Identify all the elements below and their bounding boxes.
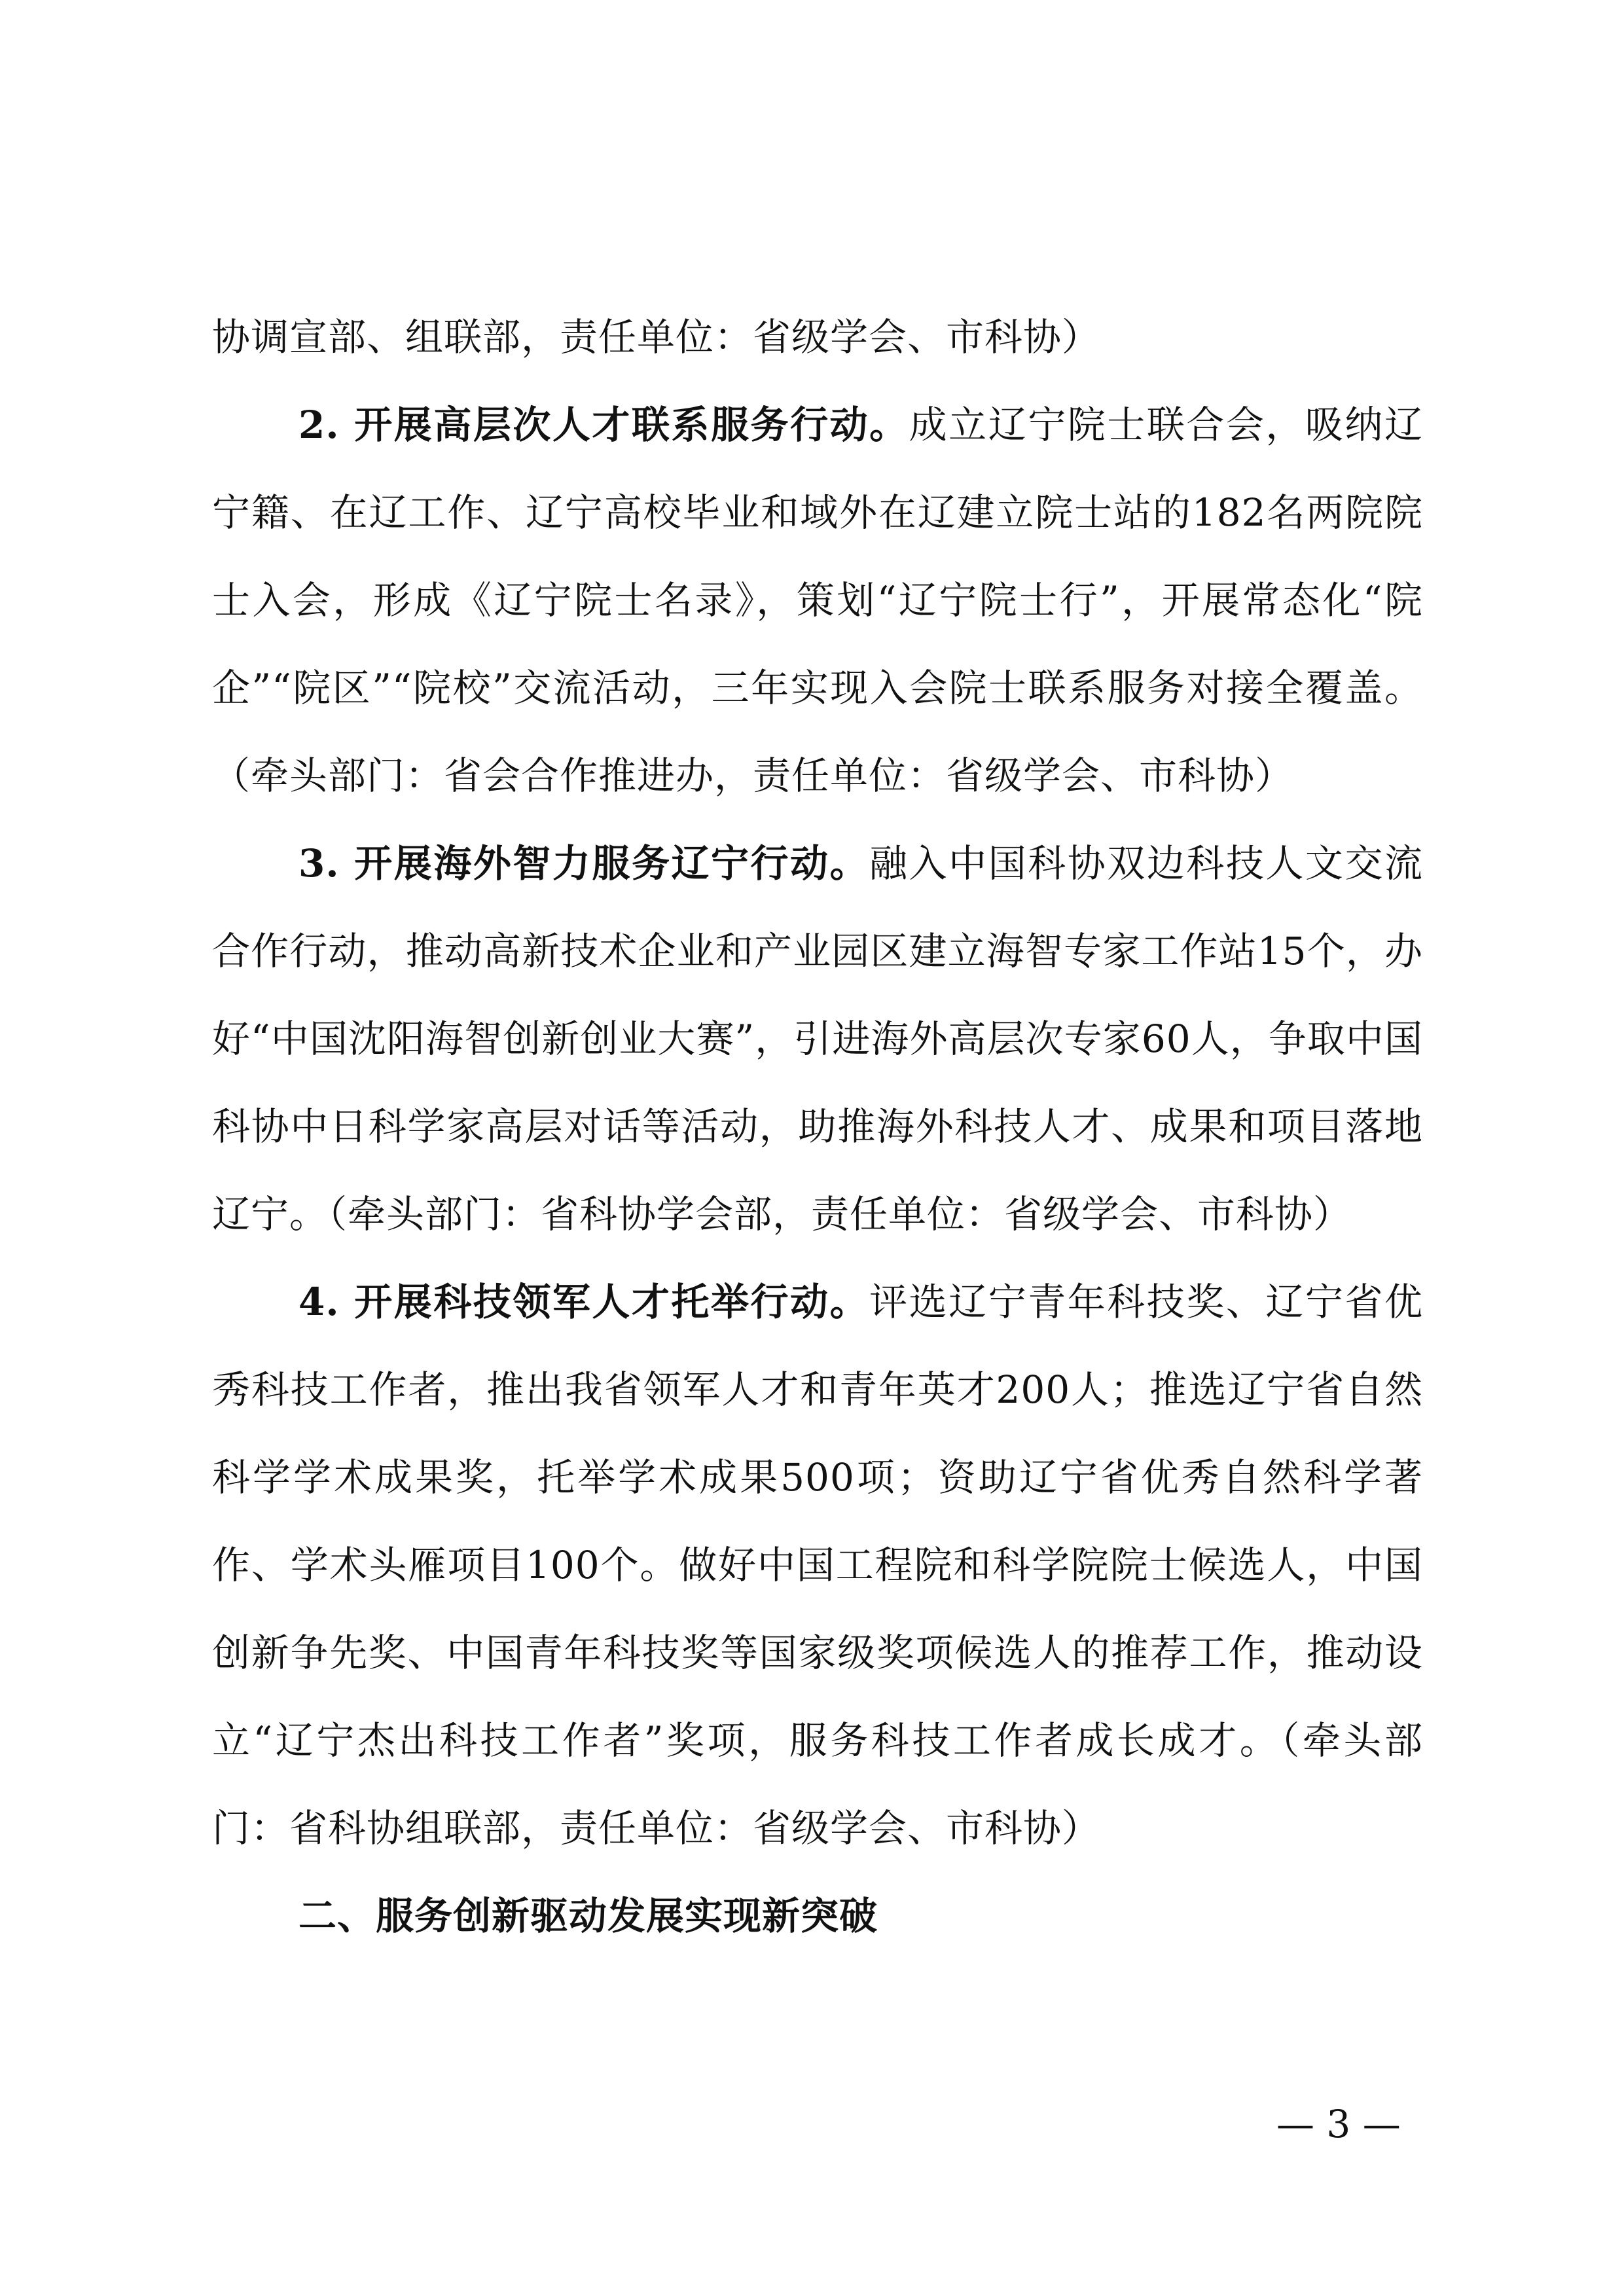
paragraph-item-4	[212, 1258, 1423, 1872]
paragraph-continuation	[212, 293, 1423, 381]
section-heading: 二、服务创新驱动发展实现新突破	[298, 1894, 878, 1938]
item-heading: 2. 开展高层次人才联系服务行动。	[298, 403, 909, 447]
item-heading: 4. 开展科技领军人才托举行动。	[298, 1280, 870, 1324]
item-heading: 3. 开展海外智力服务辽宁行动。	[298, 841, 870, 886]
paragraph-text: 成立辽宁院士联合会，吸纳辽宁籍、在辽工作、辽宁高校毕业和域外在辽建立院士站的182名两院院士入会，形成《辽宁院士名录》，策划“辽宁院士行”，开展常态化“院企”“院区”“院校”交流活动，三年实现入会院士联系服务对接全覆盖。（牵头部门：省会合作推进办，责任单位：省级学会、市科协）	[212, 403, 1423, 798]
paragraph-item-2	[212, 381, 1423, 820]
paragraph-text: 评选辽宁青年科技奖、辽宁省优秀科技工作者，推出我省领军人才和青年英才200人；推选辽宁省自然科学学术成果奖，托举学术成果500项；资助辽宁省优秀自然科学著作、学术头雁项目100个。做好中国工程院和科学院院士候选人，中国创新争先奖、中国青年科技奖等国家级奖项候选人的推荐工作，推动设立“辽宁杰出科技工作者”奖项，服务科技工作者成长成才。（牵头部门：省科协组联部，责任单位：省级学会、市科协）	[212, 1280, 1423, 1850]
document-body	[212, 293, 1423, 1960]
paragraph-text: 协调宣部、组联部，责任单位：省级学会、市科协）	[212, 315, 1101, 359]
page-number: — 3 —	[1276, 2102, 1401, 2146]
paragraph-item-3	[212, 820, 1423, 1258]
paragraph-text: 融入中国科协双边科技人文交流合作行动，推动高新技术企业和产业园区建立海智专家工作站15个，办好“中国沈阳海智创新创业大赛”，引进海外高层次专家60人，争取中国科协中日科学家高层对话等活动，助推海外科技人才、成果和项目落地辽宁。（牵头部门：省科协学会部，责任单位：省级学会、市科协）	[212, 841, 1423, 1236]
